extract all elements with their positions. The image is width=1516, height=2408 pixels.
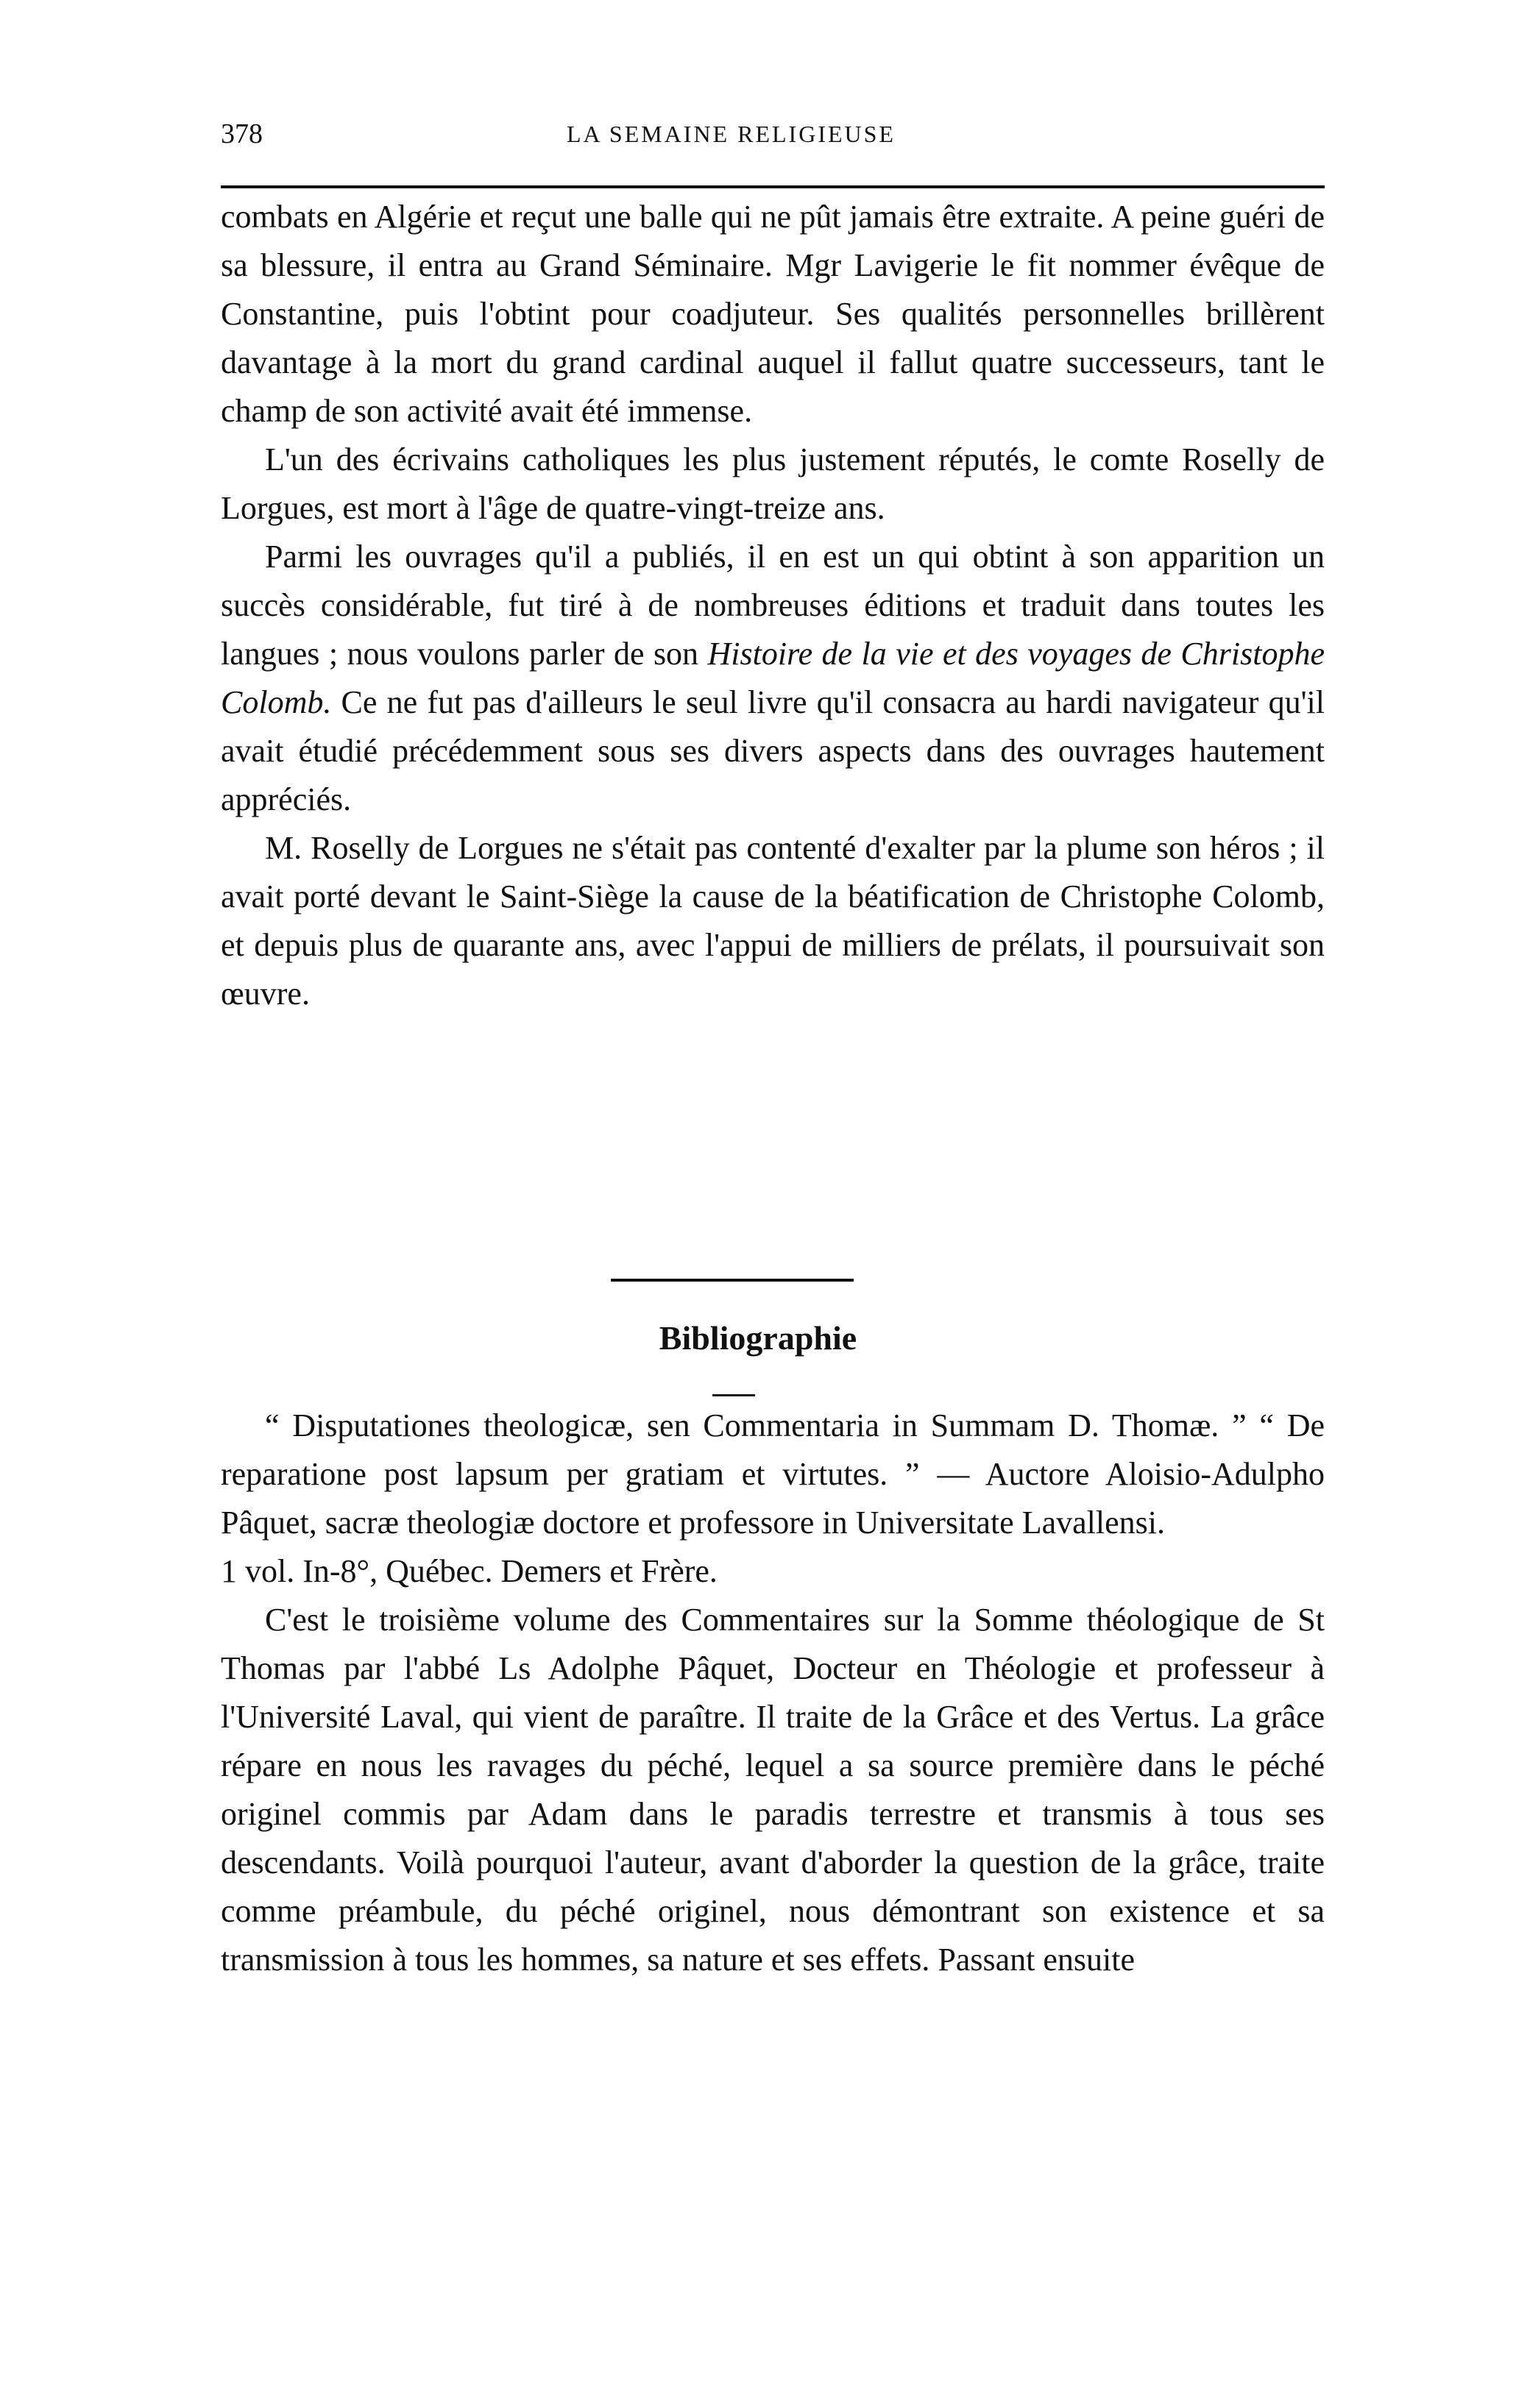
bibliography-heading: Bibliographie — [659, 1319, 857, 1357]
bibliography-volume: 1 vol. In-8°, Québec. Demers et Frère. — [221, 1553, 718, 1589]
page-number: 378 — [221, 118, 263, 149]
paragraph-text: Parmi les ouvrages qu'il a publiés, il en est un qui obtint à son apparition un succès considérable, fut tiré à de nombreuses éditions et traduit dans toutes les langues ; nous voulons parler de son — [221, 539, 1325, 672]
section-divider — [611, 1279, 854, 1282]
paragraph: C'est le troisième volume des Commentaires sur la Somme théologique de St Thomas par l'abbé Ls Adolphe Pâquet, Docteur en Théologie et professeur à l'Université Laval, qui vient de paraître. Il traite de la Grâce et des Vertus. La grâce répare en nous les ravages du péché, lequel a sa source première dans le péché originel commis par Adam dans le paradis terrestre et transmis à tous ses descendants. Voilà pourquoi l'auteur, avant d'aborder la question de la grâce, traite comme préambule, du péché originel, nous démontrant son existence et sa transmission à tous les hommes, sa nature et ses effets. Passant ensuite — [221, 1602, 1325, 1978]
header-rule — [221, 185, 1325, 188]
bibliography-body — [221, 1402, 1325, 1984]
page-header — [221, 118, 1325, 162]
paragraph: L'un des écrivains catholiques les plus justement réputés, le comte Roselly de Lorgues, est mort à l'âge de quatre-vingt-treize ans. — [221, 441, 1325, 526]
paragraph: M. Roselly de Lorgues ne s'était pas contenté d'exalter par la plume son héros ; il avait porté devant le Saint-Siège la cause de la béatification de Christophe Colomb, et depuis plus de quarante ans, avec l'appui de milliers de prélats, il poursuivait son œuvre. — [221, 830, 1325, 1012]
paragraph — [221, 533, 1325, 824]
paragraph-text: Ce ne fut pas d'ailleurs le seul livre qu'il consacra au hardi navigateur qu'il avait étudié précédemment sous ses divers aspects dans des ouvrages hautement appréciés. — [221, 684, 1325, 817]
heading-rule — [712, 1394, 755, 1396]
book-title: Histoire de la vie et des voyages de Christophe Colomb. — [221, 636, 1325, 720]
paragraph: combats en Algérie et reçut une balle qui ne pût jamais être extraite. A peine guéri de sa blessure, il entra au Grand Séminaire. Mgr Lavigerie le fit nommer évêque de Constantine, puis l'obtint pour coadjuteur. Ses qualités personnelles brillèrent davantage à la mort du grand cardinal auquel il fallut quatre successeurs, tant le champ de son activité avait été immense. — [221, 199, 1325, 429]
bibliography-entry: “ Disputationes theologicæ, sen Commentaria in Summam D. Thomæ. ” “ De reparatione post lapsum per gratiam et virtutes. ” — Auctore Aloisio-Adulpho Pâquet, sacræ theologiæ doctore et professore in Universitate Lavallensi. — [221, 1407, 1325, 1541]
article-body — [221, 193, 1325, 1018]
running-title: LA SEMAINE RELIGIEUSE — [567, 121, 896, 147]
